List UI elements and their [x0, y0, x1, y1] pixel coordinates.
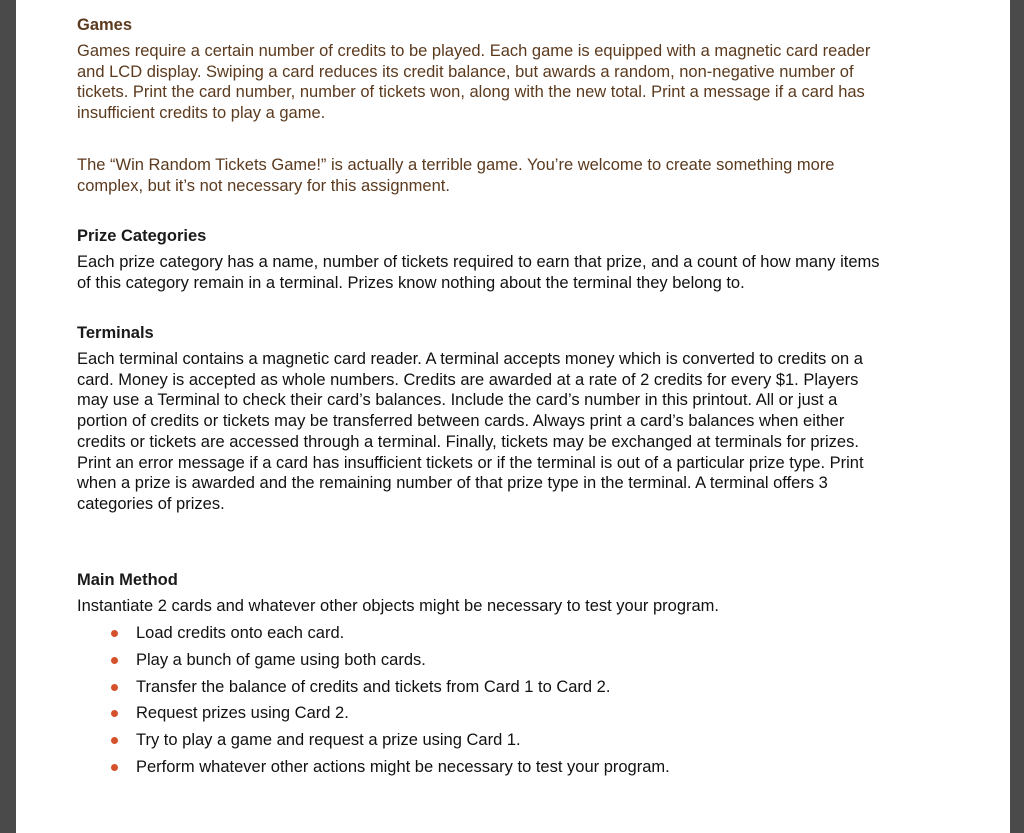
prize-categories-paragraph: Each prize category has a name, number of tickets required to earn that prize, and a count of how many items of this category remain in a terminal. Prizes know nothing about the terminal they belong to. [77, 253, 880, 292]
document-page [16, 0, 1010, 833]
list-item-text: Transfer the balance of credits and tickets from Card 1 to Card 2. [136, 677, 611, 696]
prize-categories-heading: Prize Categories [77, 227, 207, 245]
bullet-icon [111, 764, 118, 771]
list-item [77, 620, 670, 647]
main-method-intro: Instantiate 2 cards and whatever other objects might be necessary to test your program. [77, 597, 720, 615]
list-item [77, 727, 670, 754]
list-item [77, 700, 670, 727]
terminals-heading: Terminals [77, 324, 154, 342]
list-item-text: Request prizes using Card 2. [136, 704, 349, 723]
list-item-text: Play a bunch of game using both cards. [136, 650, 426, 669]
list-item [77, 754, 670, 781]
list-item-text: Try to play a game and request a prize using Card 1. [136, 731, 521, 750]
bullet-icon [111, 737, 118, 744]
main-method-heading: Main Method [77, 571, 178, 589]
games-note-paragraph: The “Win Random Tickets Game!” is actually a terrible game. You’re welcome to create something more complex, but it’s not necessary for this assignment. [77, 156, 835, 195]
list-item-text: Load credits onto each card. [136, 624, 345, 642]
main-method-list [77, 620, 670, 781]
terminals-paragraph: Each terminal contains a magnetic card reader. A terminal accepts money which is converted to credits on a card. Money is accepted as whole numbers. Credits are awarded at a rate of 2 credits for every $1. Players may use a Terminal to check their card’s balances. Include the card’s number in this printout. All or just a portion of credits or tickets may be transferred between cards. Always print a card’s balances when either credits or tickets are accessed through a terminal. Finally, tickets may be exchanged at terminals for prizes. Print an error message if a card has insufficient tickets or if the terminal is out of a particular prize type. Print when a prize is awarded and the remaining number of that prize type in the terminal. A terminal offers 3 categories of prizes. [77, 350, 864, 513]
list-item [77, 647, 670, 674]
bullet-icon [111, 630, 118, 637]
bullet-icon [111, 657, 118, 664]
games-heading: Games [77, 16, 133, 34]
games-paragraph: Games require a certain number of credits to be played. Each game is equipped with a magnetic card reader and LCD display. Swiping a card reduces its credit balance, but awards a random, non-negative number of tickets. Print the card number, number of tickets won, along with the new total. Print a message if a card has insufficient credits to play a game. [77, 42, 871, 123]
bullet-icon [111, 684, 118, 691]
list-item [77, 674, 670, 701]
list-item-text: Perform whatever other actions might be necessary to test your program. [136, 757, 670, 776]
bullet-icon [111, 710, 118, 717]
